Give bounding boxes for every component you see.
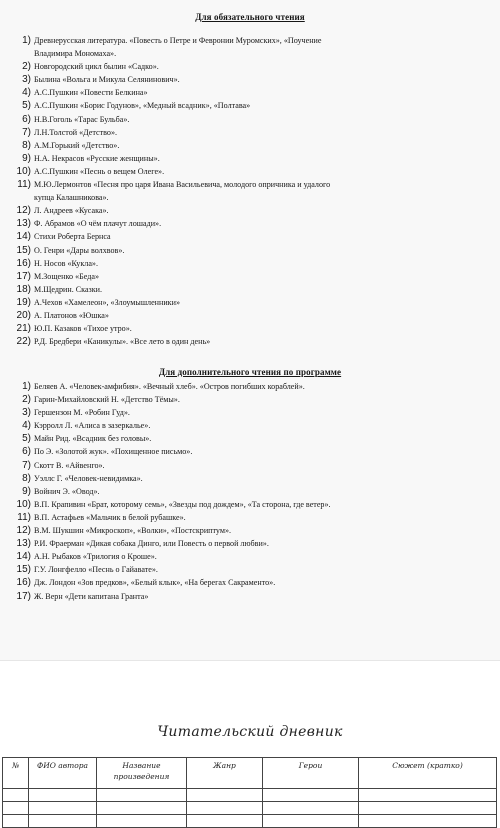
list-item-line: М.Щедрин. Сказки. [34, 284, 103, 294]
list-item [10, 165, 490, 178]
list-item-line: Г.У. Лонгфелло «Песнь о Гайавате». [34, 565, 158, 575]
list-item-number: 10) [16, 165, 31, 177]
list-item-line: В.П. Крапивин «Брат, которому семь», «Звезды под дождем», «Та сторона, где ветер». [34, 499, 331, 509]
list-item-line: О. Генри «Дары волхвов». [34, 245, 125, 255]
list-item-number: 19) [16, 296, 31, 308]
list-item [10, 139, 490, 152]
list-item-line: Войнич Э. «Овод». [34, 486, 100, 496]
list-item-number: 8) [22, 472, 31, 484]
list-item-text [34, 152, 490, 165]
list-item-line: М.Ю.Лермонтов «Песня про царя Ивана Васильевича, молодого опричника и удалого [34, 180, 331, 190]
list-item-text [34, 576, 490, 589]
list-item [10, 296, 490, 309]
list-item [10, 524, 490, 537]
list-item-line: Гарин-Михайловский Н. «Детство Тёмы». [34, 395, 180, 405]
list-item-number: 6) [22, 446, 31, 458]
table-cell [263, 802, 359, 815]
list-item [10, 380, 490, 393]
list-item [10, 335, 490, 348]
list-item-line: Древнерусская литература. «Повесть о Петре и Февронии Муромских», «Поучение [34, 36, 322, 45]
list-item [10, 217, 490, 230]
list-item [10, 99, 490, 112]
column-header-number: № [3, 758, 29, 789]
list-item-text [34, 257, 490, 270]
list-item [10, 485, 490, 498]
list-item-line: Дж. Лондон «Зов предков», «Белый клык», «На берегах Сакраменто». [34, 578, 276, 588]
list-item-line: А.Н. Рыбаков «Трилогия о Кроше». [34, 552, 157, 562]
list-item-number: 7) [22, 459, 31, 471]
list-item-text [34, 73, 490, 86]
list-item-line: Р.И. Фраерман «Дикая собака Динго, или Повесть о первой любви». [34, 539, 269, 549]
list-item [10, 537, 490, 550]
table-cell [359, 802, 497, 815]
list-item-line: Л.Н.Толстой «Детство». [34, 127, 118, 137]
table-cell [3, 815, 29, 828]
list-item-text [34, 178, 490, 204]
list-item [10, 73, 490, 86]
table-cell [187, 802, 263, 815]
list-item [10, 590, 490, 603]
list-item-text [34, 99, 490, 112]
list-item-text [34, 419, 490, 432]
list-item-number: 1) [22, 35, 31, 46]
table-cell [29, 789, 97, 802]
list-item-text [34, 524, 490, 537]
table-cell [359, 789, 497, 802]
list-item-text [34, 113, 490, 126]
column-header-genre: Жанр [187, 758, 263, 789]
list-item-number: 11) [17, 179, 31, 191]
list-item-number: 12) [16, 205, 31, 217]
list-item-line: М.Зощенко «Беда» [34, 271, 100, 281]
list-item-text [34, 60, 490, 73]
list-item [10, 230, 490, 243]
list-item-line: По Э. «Золотой жук». «Похищенное письмо». [34, 447, 193, 457]
list-item-number: 6) [22, 113, 31, 125]
list-item-text [34, 590, 490, 603]
list-item-number: 20) [16, 309, 31, 321]
table-row [3, 789, 497, 802]
list-item-text [34, 165, 490, 178]
list-item-line: Беляев А. «Человек-амфибия». «Вечный хлеб». «Остров погибших кораблей». [34, 382, 305, 391]
list-item-number: 13) [16, 218, 31, 230]
table-cell [29, 815, 97, 828]
reading-diary-title: Читательский дневник [157, 724, 343, 740]
table-cell [97, 815, 187, 828]
list-item-text [34, 86, 490, 99]
list-item-line: Стихи Роберта Бернса [34, 232, 111, 242]
additional-reading-heading: Для дополнительного чтения по программе [158, 367, 342, 377]
list-item-line: А.С.Пушкин «Борис Годунов», «Медный всадник», «Полтава» [34, 101, 251, 111]
list-item-text [34, 393, 490, 406]
list-item-number: 5) [22, 433, 31, 445]
table-cell [187, 815, 263, 828]
list-item-number: 16) [16, 577, 31, 589]
list-item-text [34, 204, 490, 217]
list-item-number: 9) [22, 485, 31, 497]
list-item-line: Новгородский цикл былин «Садко». [34, 62, 159, 72]
list-item-number: 11) [17, 511, 31, 523]
table-cell [97, 802, 187, 815]
list-item-number: 17) [16, 270, 31, 282]
list-item [10, 472, 490, 485]
list-item-text [34, 270, 490, 283]
list-item-text [34, 283, 490, 296]
list-item-line: Н.В.Гоголь «Тарас Бульба». [34, 114, 130, 124]
list-item-number: 4) [22, 420, 31, 432]
list-item-text [34, 322, 490, 335]
list-item [10, 459, 490, 472]
list-item-number: 1) [22, 381, 31, 392]
list-item-line: Л. Андреев «Кусака». [34, 206, 109, 216]
list-item-line: Майн Рид. «Всадник без головы». [34, 434, 152, 444]
list-item [10, 257, 490, 270]
list-item-line: А.С.Пушкин «Песнь о вещем Олеге». [34, 166, 165, 176]
list-item-number: 13) [16, 538, 31, 550]
list-item-number: 8) [22, 139, 31, 151]
list-item-text [34, 126, 490, 139]
list-item [10, 511, 490, 524]
table-cell [97, 789, 187, 802]
list-item-line: Н. Носов «Кукла». [34, 258, 98, 268]
list-item [10, 419, 490, 432]
list-item-text [34, 432, 490, 445]
list-item [10, 432, 490, 445]
list-item-text [34, 406, 490, 419]
list-item [10, 283, 490, 296]
list-item-text [34, 296, 490, 309]
list-item-line: А.С.Пушкин «Повести Белкина» [34, 88, 148, 98]
table-cell [187, 789, 263, 802]
list-item-line: Былина «Вольга и Микула Селянинович». [34, 75, 180, 85]
column-header-characters: Герои [263, 758, 359, 789]
list-item-line-continued: Владимира Мономаха». [34, 49, 117, 59]
list-item [10, 576, 490, 589]
list-item [10, 244, 490, 257]
list-item [10, 393, 490, 406]
list-item-number: 4) [22, 87, 31, 99]
table-cell [263, 789, 359, 802]
list-item [10, 113, 490, 126]
list-item [10, 270, 490, 283]
list-item-number: 3) [22, 407, 31, 419]
list-item-number: 3) [22, 74, 31, 86]
list-item [10, 60, 490, 73]
list-item [10, 178, 490, 204]
list-item-text [34, 244, 490, 257]
list-item-line: В.П. Астафьев «Мальчик в белой рубашке». [34, 512, 186, 522]
list-item-text [34, 217, 490, 230]
list-item-line: Ю.П. Казаков «Тихое утро». [34, 324, 132, 334]
list-item-text [34, 472, 490, 485]
list-item [10, 309, 490, 322]
table-row [3, 802, 497, 815]
list-item [10, 204, 490, 217]
list-item-number: 21) [16, 323, 31, 335]
list-item-number: 14) [16, 551, 31, 563]
diary-header-row [3, 758, 497, 789]
table-cell [359, 815, 497, 828]
list-item-text [34, 511, 490, 524]
list-item-text [34, 459, 490, 472]
list-item [10, 34, 490, 60]
table-cell [3, 789, 29, 802]
column-header-plot: Сюжет (кратко) [359, 758, 497, 789]
table-cell [263, 815, 359, 828]
list-item-number: 16) [16, 257, 31, 269]
table-cell [3, 802, 29, 815]
list-item-text [34, 335, 490, 348]
table-row [3, 815, 497, 828]
list-item-line: Гершензон М. «Робин Гуд». [34, 408, 130, 418]
list-item-line: Н.А. Некрасов «Русские женщины». [34, 153, 160, 163]
list-item-line: А. Платонов «Юшка» [34, 310, 109, 320]
list-item-line: А.М.Горький «Детство». [34, 140, 120, 150]
list-item-line: Кэрролл Л. «Алиса в зазеркалье». [34, 421, 151, 431]
list-item [10, 152, 490, 165]
list-item-number: 22) [16, 336, 31, 348]
required-reading-heading: Для обязательного чтения [195, 12, 305, 22]
page-divider [0, 660, 500, 661]
list-item [10, 445, 490, 458]
list-item [10, 322, 490, 335]
list-item [10, 563, 490, 576]
list-item-text [34, 498, 490, 511]
list-item-line: В.М. Шукшин «Микроскоп», «Волки», «Постскриптум». [34, 526, 232, 536]
reading-diary-table [2, 757, 497, 828]
list-item-number: 5) [22, 100, 31, 112]
list-item-line: А.Чехов «Хамелеон», «Злоумышленники» [34, 297, 180, 307]
list-item-number: 2) [22, 61, 31, 73]
list-item-line: Скотт В. «Айвенго». [34, 460, 105, 470]
list-item-number: 17) [16, 590, 31, 602]
list-item [10, 550, 490, 563]
required-reading-list [10, 34, 490, 348]
list-item-text [34, 230, 490, 243]
list-item-text [34, 550, 490, 563]
list-item-text [34, 139, 490, 152]
list-item-text [34, 445, 490, 458]
list-item-number: 15) [16, 244, 31, 256]
list-item [10, 126, 490, 139]
list-item-line: Р.Д. Бредбери «Каникулы». «Все лето в один день» [34, 337, 211, 347]
list-item-text [34, 537, 490, 550]
list-item-line-continued: купца Калашникова». [34, 193, 109, 203]
table-cell [29, 802, 97, 815]
list-item-line: Ж. Верн «Дети капитана Гранта» [34, 591, 149, 601]
list-item [10, 498, 490, 511]
list-item-number: 12) [16, 525, 31, 537]
column-header-author: ФИО автора [29, 758, 97, 789]
list-item-line: Ф. Абрамов «О чём плачут лошади». [34, 219, 162, 229]
list-item-number: 14) [16, 231, 31, 243]
list-item-number: 10) [16, 498, 31, 510]
additional-reading-list [10, 380, 490, 603]
list-item-number: 15) [16, 564, 31, 576]
list-item-number: 18) [16, 283, 31, 295]
column-header-title: Название произведения [97, 758, 187, 789]
list-item-text [34, 309, 490, 322]
list-item-text [34, 485, 490, 498]
list-item-text [34, 34, 490, 60]
list-item-line: Уэллс Г. «Человек-невидимка». [34, 473, 143, 483]
list-item-number: 2) [22, 394, 31, 406]
list-item [10, 86, 490, 99]
list-item-text [34, 563, 490, 576]
list-item [10, 406, 490, 419]
list-item-number: 7) [22, 126, 31, 138]
list-item-text [34, 380, 490, 393]
list-item-number: 9) [22, 152, 31, 164]
